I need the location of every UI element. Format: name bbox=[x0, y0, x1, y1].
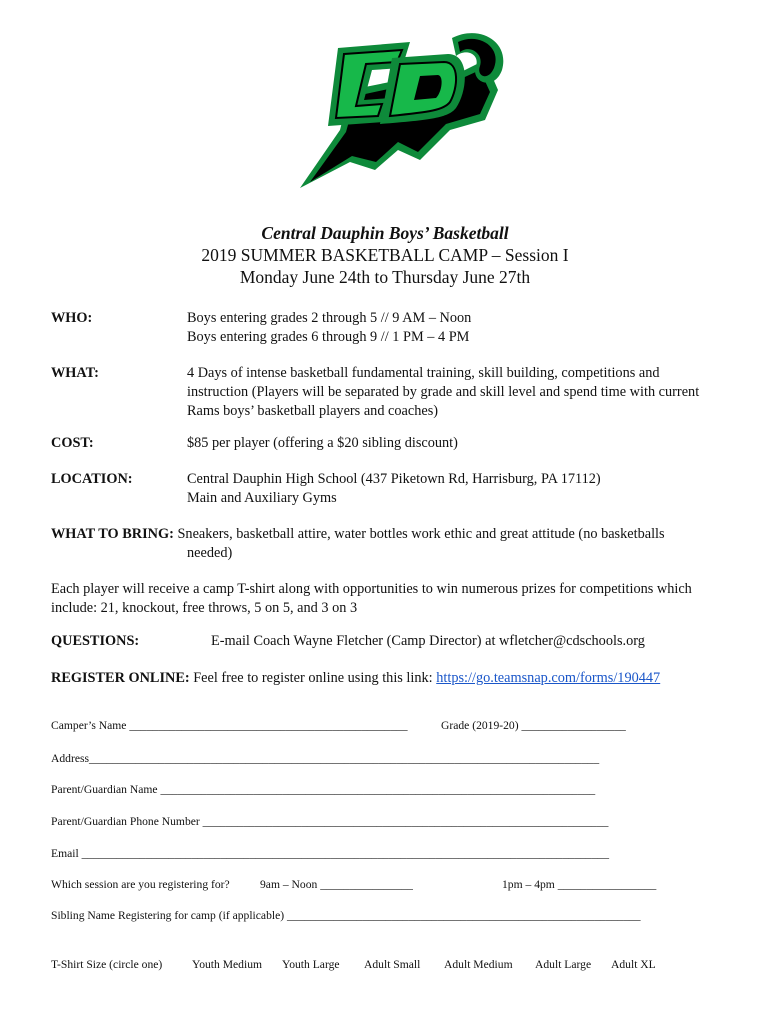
address-field[interactable]: Address________________________________________________________________________________________ bbox=[51, 752, 600, 765]
cd-rams-logo bbox=[280, 20, 510, 210]
email-field[interactable]: Email ___________________________________________________________________________________________ bbox=[51, 847, 610, 860]
camp-dates: Monday June 24th to Thursday June 27th bbox=[239, 267, 531, 287]
questions-value: E-mail Coach Wayne Fletcher (Camp Director) at wfletcher@cdschools.org bbox=[211, 633, 645, 649]
bring-text: Sneakers, basketball attire, water bottles work ethic and great attitude (no basketballs bbox=[177, 526, 665, 542]
session-am-field[interactable]: 9am – Noon ________________ bbox=[260, 878, 413, 891]
session-pm-field[interactable]: 1pm – 4pm _________________ bbox=[502, 878, 657, 891]
program-title: Central Dauphin Boys’ Basketball bbox=[261, 223, 509, 243]
sibling-field[interactable]: Sibling Name Registering for camp (if applicable) _____________________________________________________________ bbox=[51, 909, 641, 922]
what-line: 4 Days of intense basketball fundamental training, skill building, competitions and bbox=[187, 365, 660, 381]
who-line: Boys entering grades 2 through 5 // 9 AM – Noon bbox=[187, 310, 472, 326]
size-option[interactable]: Adult Large bbox=[535, 958, 592, 971]
register-label: REGISTER ONLINE: bbox=[51, 670, 190, 686]
what-line: Rams boys’ basketball players and coaches) bbox=[187, 403, 439, 419]
register-text: Feel free to register online using this link: bbox=[193, 670, 433, 686]
grade-field[interactable]: Grade (2019-20) __________________ bbox=[441, 719, 626, 732]
what-label: WHAT: bbox=[51, 365, 99, 381]
size-option[interactable]: Adult XL bbox=[611, 958, 656, 971]
cost-label: COST: bbox=[51, 435, 94, 451]
bring-section bbox=[51, 525, 741, 563]
what-value bbox=[187, 364, 747, 421]
register-section bbox=[51, 669, 741, 688]
size-option[interactable]: Adult Small bbox=[364, 958, 421, 971]
who-value bbox=[187, 309, 747, 347]
location-line: Main and Auxiliary Gyms bbox=[187, 490, 337, 506]
questions-label: QUESTIONS: bbox=[51, 633, 140, 649]
bring-label: WHAT TO BRING: bbox=[51, 526, 174, 542]
size-option[interactable]: Youth Large bbox=[282, 958, 340, 971]
prizes-paragraph bbox=[51, 580, 741, 618]
bring-line-2: needed) bbox=[187, 545, 233, 561]
guardian-phone-field[interactable]: Parent/Guardian Phone Number ______________________________________________________________________ bbox=[51, 815, 609, 828]
location-value bbox=[187, 470, 747, 508]
prizes-line: Each player will receive a camp T-shirt along with opportunities to win numerous prizes for competitions which bbox=[51, 581, 692, 597]
camper-name-field[interactable]: Camper’s Name ________________________________________________ bbox=[51, 719, 408, 732]
cost-value: $85 per player (offering a $20 sibling discount) bbox=[187, 435, 458, 451]
guardian-name-field[interactable]: Parent/Guardian Name ___________________________________________________________________________ bbox=[51, 783, 596, 796]
who-line: Boys entering grades 6 through 9 // 1 PM – 4 PM bbox=[187, 329, 470, 345]
bring-line-1 bbox=[51, 525, 741, 544]
who-label: WHO: bbox=[51, 310, 93, 326]
location-label: LOCATION: bbox=[51, 471, 133, 487]
prizes-line: include: 21, knockout, free throws, 5 on 5, and 3 on 3 bbox=[51, 600, 358, 616]
location-line: Central Dauphin High School (437 Piketown Rd, Harrisburg, PA 17112) bbox=[187, 471, 601, 487]
tshirt-label: T-Shirt Size (circle one) bbox=[51, 958, 163, 971]
size-option[interactable]: Youth Medium bbox=[192, 958, 263, 971]
register-link[interactable]: https://go.teamsnap.com/forms/190447 bbox=[436, 670, 661, 686]
what-line: instruction (Players will be separated by grade and skill level and spend time with current bbox=[187, 384, 700, 400]
session-question: Which session are you registering for? bbox=[51, 878, 230, 891]
camp-title: 2019 SUMMER BASKETBALL CAMP – Session I bbox=[201, 245, 569, 265]
camp-heading bbox=[0, 222, 770, 288]
size-option[interactable]: Adult Medium bbox=[444, 958, 513, 971]
